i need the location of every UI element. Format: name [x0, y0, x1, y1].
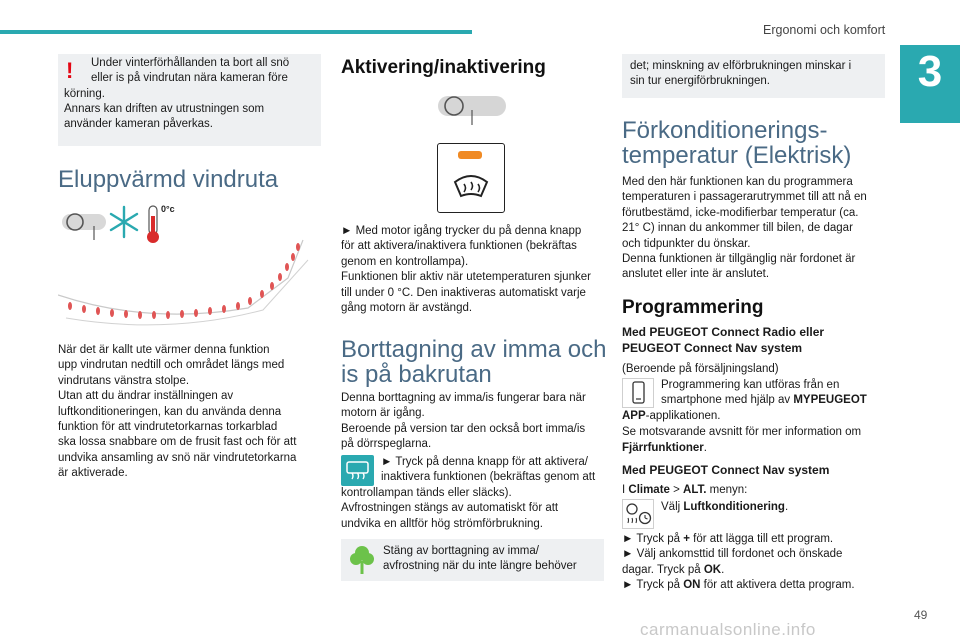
- eco-line: det; minskning av elförbrukningen minskar i: [630, 60, 852, 72]
- warning-line: körning.: [64, 88, 105, 100]
- eco-tip-box-continued: [622, 54, 885, 98]
- activation-body: [341, 224, 611, 316]
- body-line: Utan att du ändrar inställningen av: [58, 390, 234, 403]
- eco-tree-icon: [349, 544, 375, 576]
- body-line: Denna funktionen är tillgänglig när fordonet är: [622, 253, 856, 266]
- watermark: carmanualsonline.info: [640, 620, 816, 639]
- body-line: Fjärrfunktioner.: [622, 442, 707, 454]
- body-line: funktion för att vindrutetorkarnas torkarblad: [58, 421, 278, 434]
- rear-demist-instruction: [381, 455, 616, 486]
- rear-defrost-icon: [341, 455, 374, 486]
- step-line: ► Välj ankomsttid till fordonet och önskade: [622, 548, 843, 561]
- warning-line: eller is på vindrutan nära kameran före: [91, 72, 288, 84]
- body-line: undvika ansamling av snö när vindrutetorkarna: [58, 451, 297, 464]
- body-line: Avfrostningen stängs av automatiskt för att: [341, 502, 559, 515]
- heading-activation: Aktivering/inaktivering: [341, 57, 546, 78]
- heading-preconditioning: [622, 118, 851, 168]
- body-line: är aktiverade.: [58, 467, 128, 480]
- body-line: smartphone med hjälp av MYPEUGEOT: [661, 394, 867, 406]
- body-line: ► Med motor igång trycker du på denna knapp: [341, 225, 582, 237]
- exclamation-icon: !: [66, 58, 74, 83]
- heading-line: Förkonditionerings-: [622, 117, 828, 144]
- body-line: kontrollampan tänds eller släcks).: [341, 487, 512, 499]
- body-line: på dörrspeglarna.: [341, 438, 432, 451]
- warning-line: Annars kan driften av utrustningen som: [64, 103, 265, 115]
- front-defrost-button-icon: [437, 143, 505, 213]
- body-line: När det är kallt ute värmer denna funktion: [58, 344, 270, 356]
- body-line: upp vindrutan nedtill och området längs med: [58, 359, 285, 372]
- rear-demist-body-cont: [341, 486, 611, 532]
- step-line: ► Tryck på + för att lägga till ett program.: [622, 533, 834, 545]
- body-line: I Climate > ALT. menyn:: [622, 484, 748, 496]
- air-conditioning-icon: [622, 499, 654, 529]
- body-line: Välj Luftkonditionering.: [661, 501, 789, 513]
- steering-wheel-icon: [436, 94, 508, 128]
- body-line: vindrutans vänstra stolpe.: [58, 374, 190, 387]
- smartphone-icon: [622, 378, 654, 408]
- windscreen-defrost-icon: [451, 168, 491, 202]
- indicator-lamp: [458, 151, 482, 159]
- body-line: Se motsvarande avsnitt för mer information om: [622, 426, 862, 438]
- header-accent-bar: [0, 30, 472, 34]
- body-line: undvika en alltför hög strömförbrukning.: [341, 517, 543, 530]
- body-line: Denna borttagning av imma/is fungerar bara när: [341, 392, 586, 404]
- body-line: inaktivera funktionen (bekräftas genom att: [381, 471, 596, 484]
- step-line: ► Tryck på ON för att aktivera detta program.: [622, 579, 855, 592]
- eco-tip-box: [341, 539, 604, 581]
- chapter-tab: [900, 45, 960, 123]
- body-line: ► Tryck på denna knapp för att aktivera/: [381, 456, 588, 468]
- heading-line: temperatur (Elektrisk): [622, 142, 852, 169]
- body-line: Beroende på version tar den också bort imma/is: [341, 422, 586, 435]
- body-line: Funktionen blir aktiv när utetemperaturen sjunker: [341, 271, 591, 284]
- body-line: gång motorn är avstängd.: [341, 302, 473, 315]
- heated-windscreen-body: [58, 343, 328, 482]
- body-line: och tidpunkter du önskar.: [622, 237, 751, 250]
- subheading-nav: Med PEUGEOT Connect Nav system: [622, 463, 830, 477]
- eco-line: avfrostning när du inte längre behöver: [383, 560, 577, 572]
- body-line: APP-applikationen.: [622, 410, 721, 422]
- body-line: förutbestämd, icke-modifierbar temperatur (ca.: [622, 206, 859, 219]
- body-line: anslutet eller inte är anslutet.: [622, 268, 770, 281]
- subheading-line: Med PEUGEOT Connect Radio eller: [622, 325, 825, 339]
- thermometer-icon: [147, 204, 175, 243]
- page-number: 49: [914, 608, 928, 622]
- body-line: (Beroende på försäljningsland): [622, 363, 779, 375]
- warning-box: [58, 54, 321, 146]
- warning-line: Under vinterförhållanden ta bort all snö: [91, 57, 290, 69]
- body-line: luftkonditioneringen, kan du använda denna: [58, 405, 282, 418]
- heading-programming: Programmering: [622, 297, 764, 318]
- body-line: för att aktivera/inaktivera funktionen (bekräftas: [341, 240, 577, 253]
- heading-line: is på bakrutan: [341, 361, 492, 388]
- chapter-number: 3: [917, 47, 943, 96]
- body-line: genom en kontrollampa).: [341, 255, 469, 268]
- section-title: Ergonomi och komfort: [763, 23, 886, 37]
- body-line: temperaturen i passagerarutrymmet till att nå en: [622, 191, 867, 204]
- body-line: 21° C) innan du ankommer till bilen, de dagar: [622, 222, 853, 235]
- programming-steps: [622, 532, 892, 594]
- body-line: till under 0 °C. Den inaktiveras automatiskt varje: [341, 286, 586, 299]
- snowflake-icon: [111, 207, 137, 237]
- subheading-line: PEUGEOT Connect Nav system: [622, 341, 803, 355]
- eco-line: sin tur energiförbrukningen.: [630, 75, 770, 87]
- body-line: Programmering kan utföras från en: [661, 379, 840, 391]
- heading-line: Borttagning av imma och: [341, 336, 607, 363]
- heading-heated-windscreen: Eluppvärmd vindruta: [58, 166, 279, 193]
- body-line: Med den här funktionen kan du programmera: [622, 176, 853, 188]
- preconditioning-body: [622, 175, 892, 283]
- step-line: dagar. Tryck på OK.: [622, 563, 725, 576]
- eco-line: Stäng av borttagning av imma/: [383, 545, 539, 557]
- windscreen-illustration: [58, 200, 322, 334]
- subheading-radio-nav: [622, 324, 824, 356]
- temperature-label: 0°c: [161, 204, 175, 214]
- steering-wheel-icon: [62, 214, 106, 240]
- body-line: motorn är igång.: [341, 407, 425, 420]
- rear-demist-body: [341, 391, 611, 453]
- warning-line: använder kameran påverkas.: [64, 118, 213, 130]
- body-line: ska lossa snabbare om de frusit fast och för att: [58, 436, 297, 449]
- heading-rear-demist: [341, 337, 606, 387]
